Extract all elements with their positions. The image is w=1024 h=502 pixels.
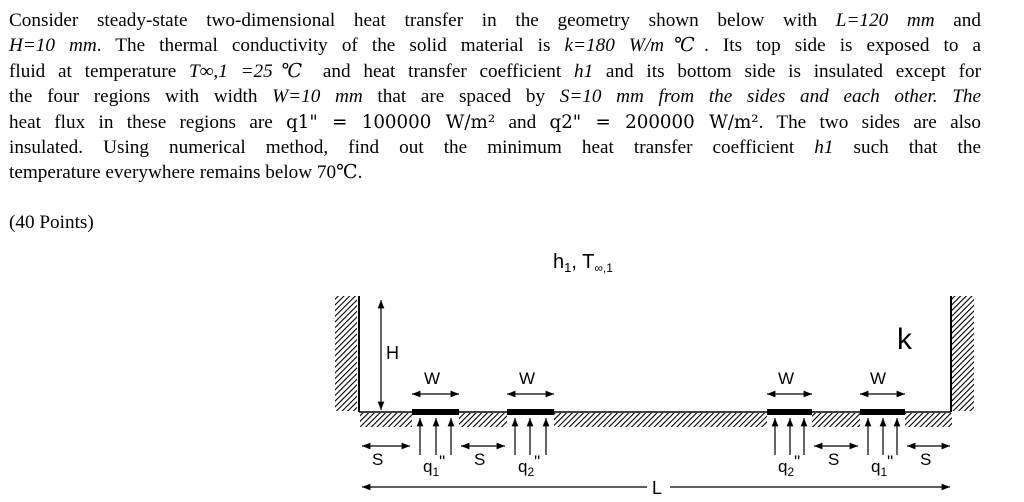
s-label-3: S	[828, 450, 840, 469]
right-wall-hatch	[952, 296, 974, 411]
heater-q2-right	[767, 409, 812, 415]
q2-label-left: $q_2$"	[518, 452, 541, 479]
problem-line-6: insulated. Using numerical method, find out the minimum heat transfer coefficient h1 such that the	[9, 137, 981, 159]
h-dimension-label: H	[386, 343, 399, 363]
points-label: (40 Points)	[9, 212, 94, 233]
problem-line-5: heat flux in these regions are q1" = 100000 W/m² and q2" = 200000 W/m². The two sides are also	[9, 111, 981, 133]
problem-line-1: Consider steady-state two-dimensional heat transfer in the geometry shown below with L=120 mm and	[9, 10, 981, 31]
left-wall-hatch	[335, 296, 357, 411]
conductivity-label: k	[897, 323, 912, 356]
bottom-insulation-5	[905, 413, 952, 427]
problem-line-7: temperature everywhere remains below 70℃.	[9, 162, 363, 184]
heater-q1-left	[412, 409, 459, 415]
s-label-4: S	[920, 450, 932, 469]
bottom-insulation-3	[554, 413, 767, 427]
flux-arrows-q1-left	[420, 418, 451, 455]
heater-q1-right	[860, 409, 905, 415]
flux-arrows-q1-right	[868, 418, 897, 455]
w-label-1: W	[424, 369, 441, 388]
bottom-insulation-4	[812, 413, 860, 427]
q1-label-left: $q_1$"	[423, 452, 446, 479]
flux-arrows-q2-left	[515, 418, 546, 455]
bottom-insulation-1	[360, 413, 412, 427]
problem-line-4: the four regions with width W=10 mm that are spaced by S=10 mm from the sides and each other. The	[9, 86, 981, 108]
l-dimension-label: L	[652, 478, 663, 498]
bottom-insulation-2	[459, 413, 507, 427]
s-label-2: S	[474, 450, 486, 469]
w-label-2: W	[519, 369, 536, 388]
flux-arrows-q2-right	[775, 418, 804, 455]
w-label-3: W	[778, 369, 795, 388]
w-label-4: W	[870, 369, 887, 388]
convection-label: $h_1$, $T_{\infty,1}$	[553, 251, 613, 275]
q2-label-right: $q_2$"	[778, 452, 801, 479]
s-label-1: S	[372, 450, 384, 469]
q1-label-right: $q_1$"	[871, 452, 894, 479]
problem-line-2: H=10 mm. The thermal conductivity of the solid material is k=180 W/m℃. Its top side is exposed to a	[9, 35, 981, 57]
problem-line-3: fluid at temperature T∞,1 =25℃ and heat transfer coefficient h1 and its bottom side is insulated except for	[9, 60, 982, 82]
heater-q2-left	[507, 409, 554, 415]
